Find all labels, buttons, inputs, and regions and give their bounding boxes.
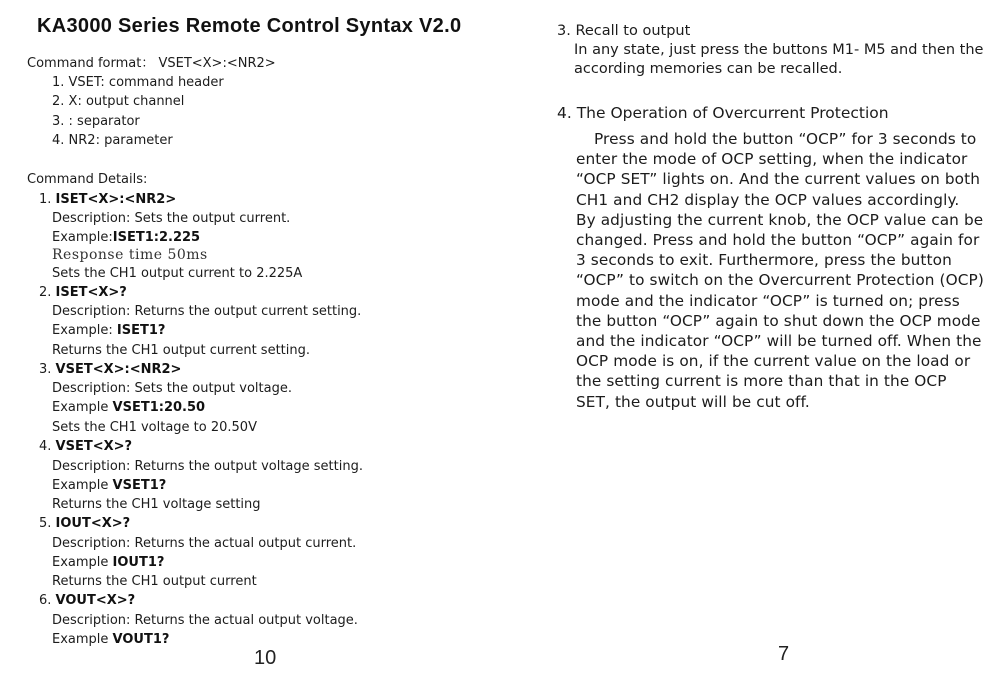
example-label: Example [52,632,113,647]
command-description: Description: Returns the output voltage setting. [52,459,363,474]
recall-line: according memories can be recalled. [574,61,843,77]
command-description: Description: Returns the output current setting. [52,304,362,319]
recall-heading: 3. Recall to output [557,23,691,39]
command-number: 4. [39,439,52,454]
response-time-note: Response time 50ms [52,247,208,263]
example-command: VSET1? [112,478,167,493]
format-item: 2. X: output channel [52,94,185,109]
command-result: Sets the CH1 voltage to 20.50V [52,420,257,435]
ocp-paragraph: Press and hold the button “OCP” for 3 seconds to enter the mode of OCP setting, when the indicator “OCP SET” lights on. And the current values on both CH1 and CH2 display the OCP values accordingly. By adjusting the current knob, the OCP value can be changed. Press and hold the button “OCP” again for 3 seconds to exit. Furthermore, press the button “OCP” to switch on the Overcurrent Protection (OCP) mode and the indicator “OCP” is turned on; press the button “OCP” again to shut down the OCP mode and the indicator “OCP” will be turned off. When the OCP mode is on, if the current value on the load or the setting current is more than that in the OCP SET, the output will be cut off. [576,130,984,411]
command-syntax: ISET<X>? [55,285,127,300]
command-syntax: VSET<X>? [55,439,133,454]
command-heading [39,516,130,532]
command-heading [39,593,135,609]
command-example [52,400,205,416]
document-title: KA3000 Series Remote Control Syntax V2.0 [37,15,462,37]
page-number: 10 [254,647,277,669]
example-command: VOUT1? [112,632,170,647]
command-example [52,478,166,494]
recall-line: In any state, just press the buttons M1- M5 and then the [574,42,984,58]
command-description: Description: Sets the output voltage. [52,381,292,396]
command-number: 2. [39,285,52,300]
page-number: 7 [778,643,790,665]
command-result: Returns the CH1 output current [52,574,257,589]
format-item: 4. NR2: parameter [52,133,173,148]
command-description: Description: Returns the actual output voltage. [52,613,358,628]
command-syntax: VOUT<X>? [55,593,136,608]
command-syntax: IOUT<X>? [55,516,131,531]
command-example [52,230,200,246]
command-example [52,323,165,339]
example-label: Example: [52,323,117,338]
command-heading [39,439,132,455]
command-number: 6. [39,593,52,608]
command-number: 3. [39,362,52,377]
format-item: 3. : separator [52,114,140,129]
format-item: 1. VSET: command header [52,75,224,90]
command-heading [39,192,176,208]
example-label: Example: [52,230,113,245]
command-heading [39,362,181,378]
command-format-label: Command format： VSET<X>:<NR2> [27,56,276,71]
example-command: ISET1:2.225 [112,230,201,245]
example-command: IOUT1? [112,555,165,570]
command-result: Returns the CH1 voltage setting [52,497,261,512]
example-label: Example [52,555,113,570]
command-result: Returns the CH1 output current setting. [52,343,311,358]
example-command: ISET1? [116,323,166,338]
command-syntax: ISET<X>:<NR2> [55,192,177,207]
command-example [52,555,164,571]
command-example [52,632,169,648]
command-number: 5. [39,516,52,531]
example-label: Example [52,478,113,493]
ocp-heading: 4. The Operation of Overcurrent Protection [557,104,889,122]
command-syntax: VSET<X>:<NR2> [55,362,182,377]
command-number: 1. [39,192,52,207]
command-description: Description: Sets the output current. [52,211,291,226]
command-description: Description: Returns the actual output current. [52,536,357,551]
command-details-label: Command Details: [27,172,148,187]
command-heading [39,285,127,301]
command-result: Sets the CH1 output current to 2.225A [52,266,303,281]
example-label: Example [52,400,113,415]
example-command: VSET1:20.50 [112,400,206,415]
